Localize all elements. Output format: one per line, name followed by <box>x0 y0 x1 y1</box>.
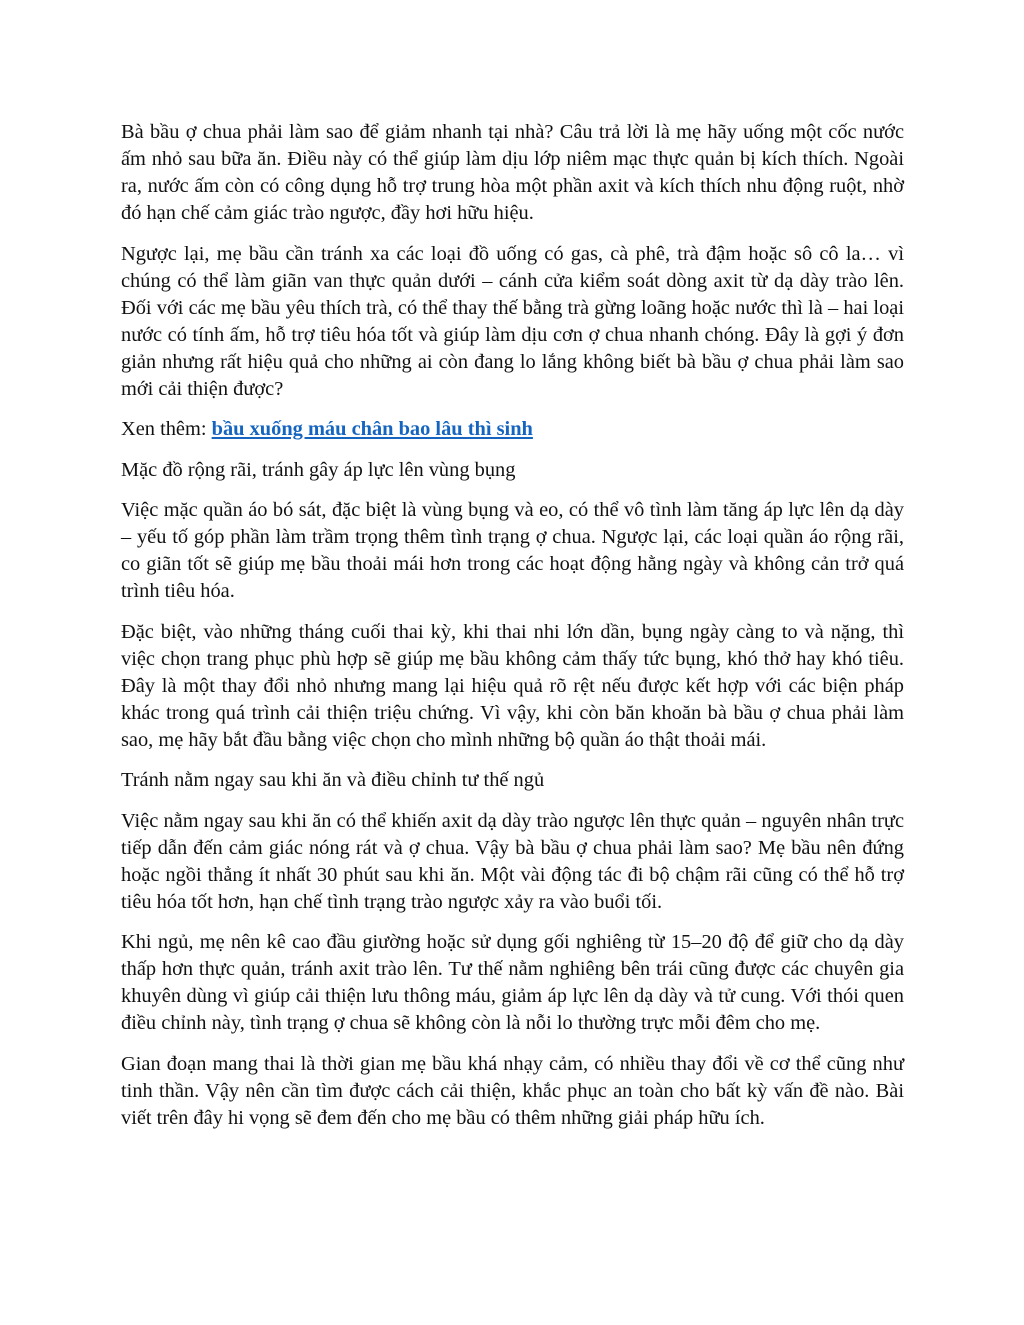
paragraph: Việc nằm ngay sau khi ăn có thể khiến axit dạ dày trào ngược lên thực quản – nguyên nhân trực tiếp dẫn đến cảm giác nóng rát và ợ chua. Vậy bà bầu ợ chua phải làm sao? Mẹ bầu nên đứng hoặc ngồi thẳng ít nhất 30 phút sau khi ăn. Một vài động tác đi bộ chậm rãi cũng có thể hỗ trợ tiêu hóa tốt hơn, hạn chế tình trạng trào ngược xảy ra vào buổi tối. <box>121 809 904 913</box>
see-also <box>121 416 904 443</box>
paragraph: Gian đoạn mang thai là thời gian mẹ bầu khá nhạy cảm, có nhiều thay đổi về cơ thể cũng như tinh thần. Vậy nên cần tìm được cách cải thiện, khắc phục an toàn cho bất kỳ vấn đề nào. Bài viết trên đây hi vọng sẽ đem đến cho mẹ bầu có thêm những giải pháp hữu ích. <box>121 1052 904 1129</box>
paragraph: Ngược lại, mẹ bầu cần tránh xa các loại đồ uống có gas, cà phê, trà đậm hoặc sô cô la… vì chúng có thể làm giãn van thực quản dưới – cánh cửa kiểm soát dòng axit từ dạ dày trào lên. Đối với các mẹ bầu yêu thích trà, có thể thay thế bằng trà gừng loãng hoặc nước thì là – hai loại nước có tính ấm, hỗ trợ tiêu hóa tốt và giúp làm dịu cơn ợ chua nhanh chóng. Đây là gợi ý đơn giản nhưng rất hiệu quả cho những ai còn đang lo lắng không biết bà bầu ợ chua phải làm sao mới cải thiện được? <box>121 242 904 400</box>
see-also-label: Xen thêm: <box>121 418 212 440</box>
section-heading: Tránh nằm ngay sau khi ăn và điều chỉnh tư thế ngủ <box>121 769 545 791</box>
paragraph: Đặc biệt, vào những tháng cuối thai kỳ, khi thai nhi lớn dần, bụng ngày càng to và nặng, thì việc chọn trang phục phù hợp sẽ giúp mẹ bầu không cảm thấy tức bụng, khó thở hay khó tiêu. Đây là một thay đổi nhỏ nhưng mang lại hiệu quả rõ rệt nếu được kết hợp với các biện pháp khác trong quá trình cải thiện triệu chứng. Vì vậy, khi còn băn khoăn bà bầu ợ chua phải làm sao, mẹ hãy bắt đầu bằng việc chọn cho mình những bộ quần áo thật thoải mái. <box>121 620 904 751</box>
section-heading: Mặc đồ rộng rãi, tránh gây áp lực lên vùng bụng <box>121 458 516 481</box>
see-also-link[interactable]: bầu xuống máu chân bao lâu thì sinh <box>211 418 533 440</box>
document-page <box>121 119 904 1145</box>
paragraph: Việc mặc quần áo bó sát, đặc biệt là vùng bụng và eo, có thể vô tình làm tăng áp lực lên dạ dày – yếu tố góp phần làm trầm trọng thêm tình trạng ợ chua. Ngược lại, các loại quần áo rộng rãi, co giãn tốt sẽ giúp mẹ bầu thoải mái hơn trong các hoạt động hằng ngày và không cản trở quá trình tiêu hóa. <box>121 499 904 602</box>
paragraph: Bà bầu ợ chua phải làm sao để giảm nhanh tại nhà? Câu trả lời là mẹ hãy uống một cốc nước ấm nhỏ sau bữa ăn. Điều này có thể giúp làm dịu lớp niêm mạc thực quản bị kích thích. Ngoài ra, nước ấm còn có công dụng hỗ trợ trung hòa một phần axit và kích thích nhu động ruột, nhờ đó hạn chế cảm giác trào ngược, đầy hơi hữu hiệu. <box>121 121 904 224</box>
paragraph: Khi ngủ, mẹ nên kê cao đầu giường hoặc sử dụng gối nghiêng từ 15–20 độ để giữ cho dạ dày thấp hơn thực quản, tránh axit trào lên. Tư thế nằm nghiêng bên trái cũng được các chuyên gia khuyên dùng vì giúp cải thiện lưu thông máu, giảm áp lực lên dạ dày và tử cung. Với thói quen điều chỉnh này, tình trạng ợ chua sẽ không còn là nỗi lo thường trực mỗi đêm cho mẹ. <box>121 931 904 1034</box>
